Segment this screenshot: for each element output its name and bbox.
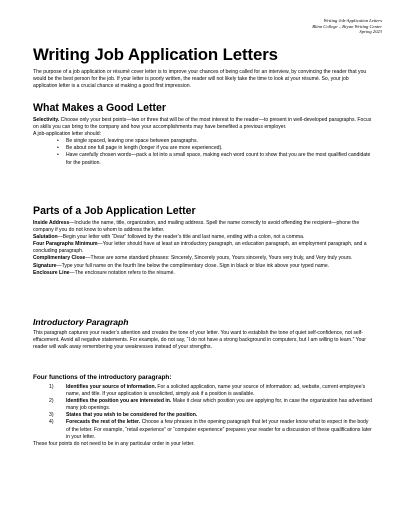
part-item-enclosure: Enclosure Line—The enclosure notation refers to the résumé. — [33, 269, 175, 276]
intro-paragraph: The purpose of a job application or résumé cover letter is to improve your chances of being called for an interview, by convincing the reader that you would be the best person for the job. If your letter is poorly written, the reader will not likely take the time to look at your résumé. So, your job application letter is a crucial chance at making a good first impression. — [33, 69, 367, 90]
header-line-2: Blinn College – Bryan Writing Center — [312, 23, 382, 29]
intro-section — [33, 69, 373, 90]
header-line-3: Spring 2023 — [359, 29, 382, 35]
good-letter-heading: What Makes a Good Letter — [33, 102, 167, 114]
part-item-close: Complimentary Close—These are some standard phrases: Sincerely, Sincerely yours, Yours sincerely, Yours very truly, and Very truly yours. — [33, 255, 353, 262]
should-intro: A job-application letter should: — [33, 131, 101, 138]
list-item: 3) States that you wish to be considered for the position. — [49, 412, 198, 419]
parts-section — [33, 205, 373, 277]
bullet-icon: • — [57, 145, 59, 152]
selectivity-paragraph — [33, 117, 373, 131]
good-letter-section — [33, 102, 373, 167]
list-item: 4) Forecasts the rest of the letter. Choose a few phrases in the opening paragraph that let your reader know what to expect in the body of the letter. For example, “retail experience” or “computer experience” prepares your reader for a discussion of these qualifications later in your letter. — [49, 419, 372, 440]
list-item: • Be about one full page in length (longer if you are more experienced). — [57, 145, 223, 152]
introductory-section — [33, 317, 373, 351]
introductory-heading: Introductory Paragraph — [33, 317, 129, 327]
functions-section — [33, 374, 373, 448]
parts-heading: Parts of a Job Application Letter — [33, 205, 196, 217]
list-item: • Have carefully chosen words—pack a lot into a small space, making each word count to show that you are the most qualified candidate for the position. — [57, 152, 371, 166]
part-item-signature: Signature—Type your full name on the fourth line below the complimentary close. Sign in black or blue ink above your typed name. — [33, 262, 330, 269]
functions-list — [33, 384, 373, 441]
selectivity-text: Choose only your best points—two or three that will be of the most interest to the reader—to present in well-developed paragraphs. Focus on skills you can bring to the company and how your accomplishments may have benefited a previous employer. — [33, 117, 372, 131]
bullet-icon: • — [57, 152, 59, 159]
list-item: 1) Identifies your source of information. For a solicited application, name your source of information: ad, website, current employee’s name, and title. If your application is unsolicited, simply ask if a position is available. — [49, 384, 366, 398]
list-item: • Be single spaced, leaving one space between paragraphs. — [57, 138, 198, 145]
part-item-inside-address: Inside Address—Include the name, title, organization, and mailing address. Spell the name correctly to avoid offending the recipient—phone the company if you do not know to whom to address the letter. — [33, 220, 360, 234]
list-item: 2) Identifies the position you are interested in. Make it clear which position you are applying for, in case the organization has advertised many job openings. — [49, 398, 373, 412]
bullet-icon: • — [57, 138, 59, 145]
page-header — [312, 18, 382, 35]
document-title: Writing Job Application Letters — [33, 45, 278, 64]
part-item-salutation: Salutation—Begin your letter with “Dear” followed by the reader’s title and last name, ending with a colon, not a comma. — [33, 234, 305, 241]
should-list — [33, 138, 373, 166]
functions-heading: Four functions of the introductory paragraph: — [33, 374, 172, 381]
header-line-1: Writing Job-Application Letters — [323, 18, 382, 23]
introductory-paragraph: This paragraph captures your reader’s attention and creates the tone of your letter. You want to establish the tone of quiet self-confidence, not self-effacement. Avoid all negative statements. For example, do not say, “I do not have a strong background in computers, but I am willing to learn.” Your reader will walk away remembering your weaknesses instead of your strengths. — [33, 330, 366, 351]
functions-closing: These four points do not need to be in any particular order in your letter. — [33, 440, 195, 447]
part-item-paragraphs: Four Paragraphs Minimum—Your letter should have at least an introductory paragraph, an education paragraph, an employment paragraph, and a concluding paragraph. — [33, 241, 367, 255]
selectivity-label: Selectivity. — [33, 117, 60, 123]
